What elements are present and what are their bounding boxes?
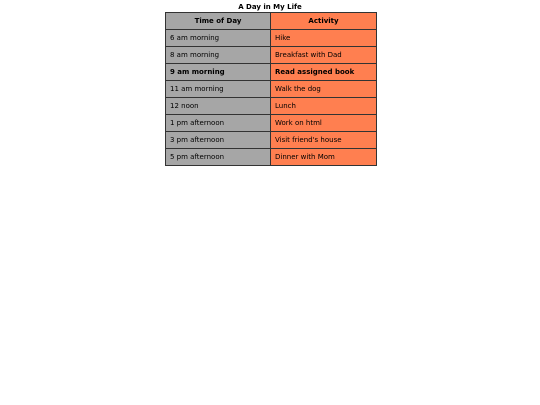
column-header-time: Time of Day (166, 13, 271, 30)
time-cell: 8 am morning (166, 47, 271, 64)
activity-cell: Breakfast with Dad (271, 47, 377, 64)
activity-cell: Visit friend's house (271, 132, 377, 149)
time-cell: 3 pm afternoon (166, 132, 271, 149)
table-row (166, 30, 377, 47)
table-row (166, 149, 377, 166)
time-cell: 6 am morning (166, 30, 271, 47)
table-row (166, 132, 377, 149)
table-row (166, 47, 377, 64)
activity-cell: Walk the dog (271, 81, 377, 98)
activity-cell: Dinner with Mom (271, 149, 377, 166)
time-cell: 5 pm afternoon (166, 149, 271, 166)
table-row (166, 81, 377, 98)
column-header-activity: Activity (271, 13, 377, 30)
time-cell: 12 noon (166, 98, 271, 115)
activity-cell: Hike (271, 30, 377, 47)
table-row (166, 115, 377, 132)
page-title: A Day in My Life (238, 3, 302, 11)
time-cell: 1 pm afternoon (166, 115, 271, 132)
time-cell: 11 am morning (166, 81, 271, 98)
activity-cell: Work on html (271, 115, 377, 132)
activity-cell: Read assigned book (271, 64, 377, 81)
time-cell: 9 am morning (166, 64, 271, 81)
schedule-table (165, 12, 377, 166)
table-row (166, 98, 377, 115)
table-header-row (166, 13, 377, 30)
table-row-highlighted (166, 64, 377, 81)
activity-cell: Lunch (271, 98, 377, 115)
